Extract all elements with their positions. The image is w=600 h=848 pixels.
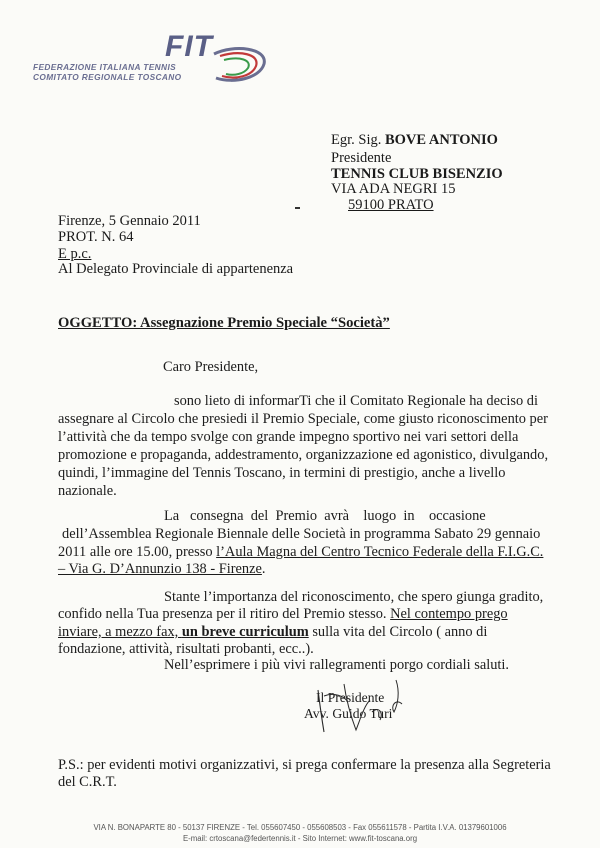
signature-title: Il Presidente (316, 690, 385, 705)
ps-line1: P.S.: per evidenti motivi organizzativi, si prega confermare la presenza alla Segreteria (58, 757, 551, 773)
recipient-street: VIA ADA NEGRI 15 (331, 181, 456, 197)
fit-logo-text: FIT (165, 30, 213, 63)
para2-line2: dell’Assemblea Regionale Biennale delle Società in programma Sabato 29 gennaio (62, 526, 541, 542)
cc-recipient: Al Delegato Provinciale di appartenenza (58, 261, 294, 277)
greeting: Caro Presidente, (163, 359, 259, 375)
recipient-mark (295, 207, 300, 209)
para3-line2 (58, 605, 508, 623)
closing-salutation: Nell’esprimere i più vivi rallegramenti porgo cordiali saluti. (164, 657, 510, 673)
handwritten-signature (300, 676, 410, 738)
para1-line5: quindi, l’immagine del Tennis Toscano, in termini di prestigio, anche a livello (58, 465, 506, 481)
footer-contacts: E-mail: crtoscana@federtennis.it - Sito Internet: www.fit-toscana.org (182, 834, 418, 843)
venue-name: l’Aula Magna del Centro Tecnico Federale della F.I.G.C. (216, 544, 544, 560)
para1-line2: assegnare al Circolo che presiedi il Premio Speciale, come giusto riconoscimento per (58, 411, 548, 427)
subject-line: OGGETTO: Assegnazione Premio Speciale “Società” (58, 315, 390, 331)
footer-address: VIA N. BONAPARTE 80 - 50137 FIRENZE - Tel. 055607450 - 055608503 - Fax 055611578 - Partita I.V.A. 01379601006 (93, 823, 507, 832)
para1-line6: nazionale. (58, 483, 117, 499)
fit-logo-swoosh-icon (186, 44, 276, 92)
request-fax: inviare, a mezzo fax, (58, 624, 182, 640)
para3-line2-start: confido nella Tua presenza per il ritiro del Premio stesso. (58, 606, 391, 622)
para1-line4: promozione e propaganda, addestramento, organizzazione ed agonistico, divulgando, (58, 447, 549, 463)
para2-line4 (58, 560, 266, 578)
recipient-city: 59100 PRATO (348, 197, 434, 213)
recipient-role: Presidente (331, 150, 392, 166)
recipient-salutation: Egr. Sig. (331, 132, 382, 148)
venue-address-period: . (261, 561, 266, 577)
letterhead-federation: FEDERAZIONE ITALIANA TENNIS (33, 62, 177, 72)
recipient-name-line (331, 131, 498, 149)
para2-line3 (58, 543, 543, 561)
venue-address: – Via G. D’Annunzio 138 - Firenze (58, 561, 262, 577)
letterhead-committee: COMITATO REGIONALE TOSCANO (33, 72, 182, 82)
para1-line1: sono lieto di informarTi che il Comitato Regionale ha deciso di (174, 393, 538, 409)
request-curriculum: un breve curriculum (181, 624, 309, 640)
epc-label: E p.c. (58, 246, 92, 262)
signature-name: Avv. Guido Turi (304, 706, 393, 721)
request-rest: sulla vita del Circolo ( anno di (308, 624, 488, 640)
recipient-name: BOVE ANTONIO (384, 132, 498, 148)
ps-line2: del C.R.T. (58, 774, 117, 790)
protocol-number: PROT. N. 64 (58, 229, 134, 245)
request-start: Nel contempo prego (390, 606, 508, 622)
para3-line4: fondazione, attività, risultati probanti, ecc..). (58, 641, 314, 657)
place-date: Firenze, 5 Gennaio 2011 (58, 213, 201, 229)
para3-line1: Stante l’importanza del riconoscimento, che spero giunga gradito, (164, 589, 544, 605)
recipient-club: TENNIS CLUB BISENZIO (331, 166, 503, 182)
para2-line1: La consegna del Premio avrà luogo in occasione (164, 508, 486, 524)
para1-line3: l’attività che da tempo svolge con grande impegno sportivo nei vari settori della (58, 429, 519, 445)
para3-line3 (58, 623, 487, 641)
para2-line3-start: 2011 alle ore 15.00, presso (58, 544, 217, 560)
